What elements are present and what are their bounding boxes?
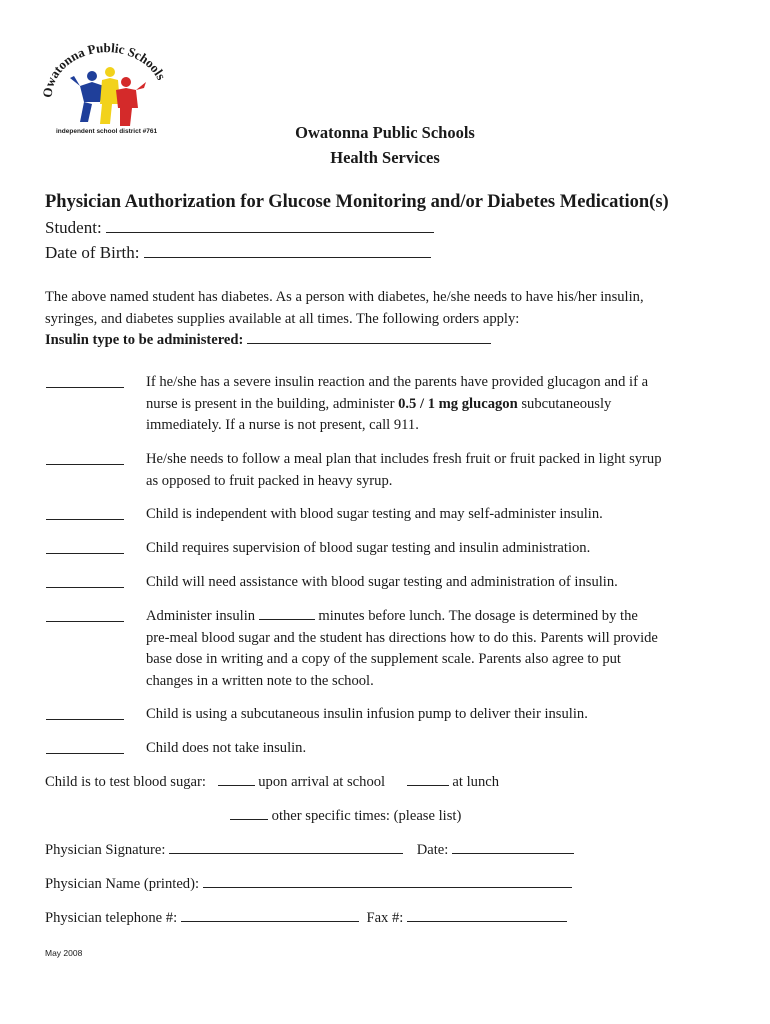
item-4-text: Child requires supervision of blood sugar testing and insulin administration. [146,540,591,556]
item-5-checkline[interactable] [46,587,124,588]
item-5-text: Child will need assistance with blood sugar testing and administration of insulin. [146,574,618,590]
header-department: Health Services [330,148,440,167]
item-2-checkline[interactable] [46,464,124,465]
date-label: Date: [416,842,449,858]
intro-line-2: syringes, and diabetes supplies available at all times. The following orders apply: [45,310,520,327]
item-1-line-2-post: subcutaneously [517,395,612,412]
student-input-line[interactable] [106,220,434,233]
intro-paragraph [45,287,644,352]
item-2-line-2: as opposed to fruit packed in heavy syrup. [146,472,393,489]
logo-district-text: independent school district #761 [56,128,158,135]
date-input-line[interactable] [452,841,574,854]
testing-arrival-label: upon arrival at school [258,774,386,790]
dob-input-line[interactable] [144,245,431,258]
item-4-checkline[interactable] [46,553,124,554]
item-1-line-3: immediately. If a nurse is not present, call 911. [146,417,419,433]
item-7-checkline[interactable] [46,719,124,720]
physician-name-label: Physician Name (printed): [45,876,200,892]
testing-arrival-input-line[interactable] [218,773,255,786]
item-6-line-2: pre-meal blood sugar and the student has directions how to do this. Parents will provide [146,629,658,646]
item-6-line-1-pre: Administer insulin [146,608,259,624]
dob-field [45,243,431,263]
item-1-line-2 [146,394,726,416]
item-6-line-1-post: minutes before lunch. The dosage is determined by the [314,608,638,624]
item-6-line-3: base dose in writing and a copy of the supplement scale. Parents also agree to put [146,651,621,667]
header-school-name: Owatonna Public Schools [295,123,475,142]
form-title: Physician Authorization for Glucose Monitoring and/or Diabetes Medication(s) [45,192,669,212]
testing-label: Child is to test blood sugar: [45,774,206,790]
item-8-checkline[interactable] [46,753,124,754]
physician-name-input-line[interactable] [203,875,572,888]
testing-lunch-label: at lunch [452,774,500,790]
item-3-checkline[interactable] [46,519,124,520]
testing-row [45,772,499,794]
dob-label: Date of Birth: [45,243,140,262]
student-label: Student: [45,218,102,237]
item-6-line-4: changes in a written note to the school. [146,672,374,689]
physician-phone-input-line[interactable] [181,909,359,922]
insulin-type-field [45,330,644,352]
fax-label: Fax #: [366,910,404,926]
physician-phone-label: Physician telephone #: [45,910,178,926]
signature-row [45,840,574,862]
physician-signature-label: Physician Signature: [45,842,166,858]
glucagon-dose: 0.5 / 1 mg glucagon [398,395,518,412]
testing-lunch-input-line[interactable] [407,773,449,786]
testing-other-label: other specific times: (please list) [271,808,462,824]
physician-signature-input-line[interactable] [169,841,403,854]
item-1-text [146,372,726,437]
item-2-line-1: He/she needs to follow a meal plan that includes fresh fruit or fruit packed in light syrup [146,451,662,467]
item-7-text: Child is using a subcutaneous insulin infusion pump to deliver their insulin. [146,706,588,722]
item-6-line-1 [146,606,726,628]
student-field [45,218,434,238]
testing-other-input-line[interactable] [230,807,268,820]
item-1-checkline[interactable] [46,387,124,388]
testing-other-row [230,806,461,828]
physician-name-row [45,874,572,896]
item-1-line-2-pre: nurse is present in the building, administer [146,395,399,412]
intro-line-1: The above named student has diabetes. As a person with diabetes, he/she needs to have his/her insulin, [45,289,644,305]
item-6-text [146,606,726,692]
revision-date: May 2008 [45,948,83,958]
insulin-minutes-input-line[interactable] [259,607,315,620]
fax-input-line[interactable] [407,909,567,922]
item-8-text: Child does not take insulin. [146,740,307,756]
item-2-text [146,449,726,492]
physician-phone-row [45,908,567,930]
insulin-type-label: Insulin type to be administered: [45,332,244,348]
svg-text:Owatonna Public Schools: Owatonna Public Schools [40,42,170,99]
item-3-text: Child is independent with blood sugar testing and may self-administer insulin. [146,506,603,522]
item-1-line-1: If he/she has a severe insulin reaction and the parents have provided glucagon and if a [146,374,649,390]
item-6-checkline[interactable] [46,621,124,622]
insulin-type-input-line[interactable] [247,331,491,344]
